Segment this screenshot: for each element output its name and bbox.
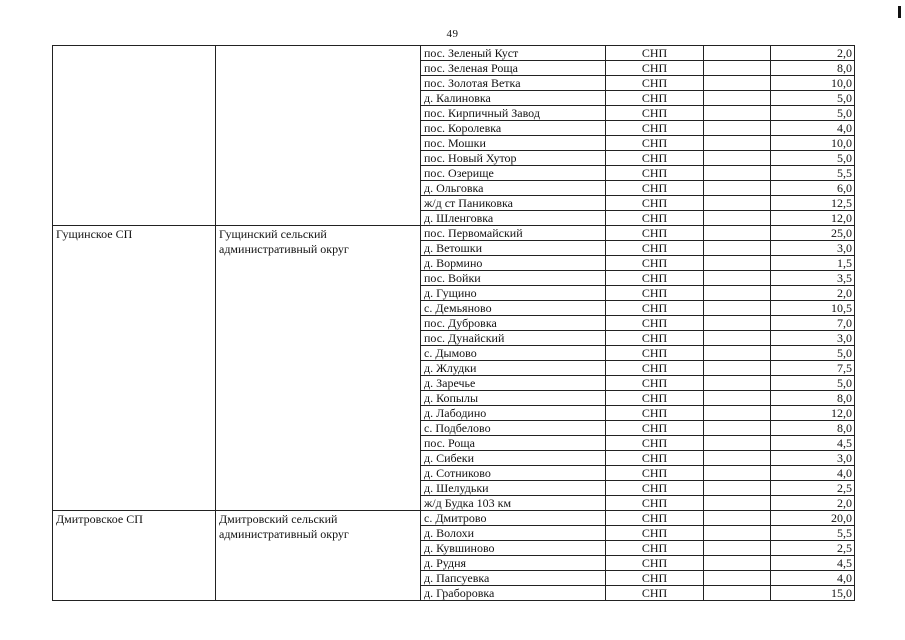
page-number: 49 xyxy=(446,28,459,40)
empty-cell xyxy=(704,361,771,376)
district-name-line: административный округ xyxy=(219,527,349,541)
place-type-cell: СНП xyxy=(606,286,704,301)
place-name-cell: д. Шелудьки xyxy=(421,481,606,496)
place-name-cell: ж/д ст Паниковка xyxy=(421,196,606,211)
empty-cell xyxy=(704,526,771,541)
settlement-name-cell: Дмитровское СП xyxy=(53,511,216,601)
place-type-cell: СНП xyxy=(606,106,704,121)
place-type-cell: СНП xyxy=(606,406,704,421)
place-type-cell: СНП xyxy=(606,451,704,466)
value-cell: 4,5 xyxy=(771,436,855,451)
place-type-cell: СНП xyxy=(606,481,704,496)
empty-cell xyxy=(704,541,771,556)
place-name-cell: д. Лабодино xyxy=(421,406,606,421)
empty-cell xyxy=(704,211,771,226)
place-name-cell: д. Шленговка xyxy=(421,211,606,226)
place-name-cell: пос. Мошки xyxy=(421,136,606,151)
place-name-cell: пос. Роща xyxy=(421,436,606,451)
value-cell: 2,0 xyxy=(771,496,855,511)
table-row xyxy=(53,46,855,61)
empty-cell xyxy=(704,286,771,301)
value-cell: 5,0 xyxy=(771,91,855,106)
value-cell: 12,5 xyxy=(771,196,855,211)
place-type-cell: СНП xyxy=(606,76,704,91)
place-type-cell: СНП xyxy=(606,121,704,136)
value-cell: 6,0 xyxy=(771,181,855,196)
empty-cell xyxy=(704,121,771,136)
empty-cell xyxy=(704,256,771,271)
empty-cell xyxy=(704,481,771,496)
empty-cell xyxy=(704,151,771,166)
place-type-cell: СНП xyxy=(606,496,704,511)
place-type-cell: СНП xyxy=(606,46,704,61)
district-name-cell xyxy=(216,46,421,226)
place-type-cell: СНП xyxy=(606,211,704,226)
empty-cell xyxy=(704,496,771,511)
place-name-cell: пос. Первомайский xyxy=(421,226,606,241)
place-type-cell: СНП xyxy=(606,226,704,241)
district-name-cell xyxy=(216,226,421,511)
place-type-cell: СНП xyxy=(606,511,704,526)
place-type-cell: СНП xyxy=(606,421,704,436)
place-name-cell: д. Калиновка xyxy=(421,91,606,106)
empty-cell xyxy=(704,166,771,181)
table-row xyxy=(53,511,855,526)
value-cell: 4,0 xyxy=(771,121,855,136)
place-name-cell: пос. Новый Хутор xyxy=(421,151,606,166)
place-type-cell: СНП xyxy=(606,271,704,286)
place-type-cell: СНП xyxy=(606,466,704,481)
place-type-cell: СНП xyxy=(606,331,704,346)
value-cell: 2,5 xyxy=(771,541,855,556)
place-name-cell: пос. Кирпичный Завод xyxy=(421,106,606,121)
value-cell: 8,0 xyxy=(771,421,855,436)
place-name-cell: с. Демьяново xyxy=(421,301,606,316)
district-name-line: Дмитровский сельский xyxy=(219,512,338,526)
place-type-cell: СНП xyxy=(606,361,704,376)
place-type-cell: СНП xyxy=(606,316,704,331)
value-cell: 2,5 xyxy=(771,481,855,496)
value-cell: 4,5 xyxy=(771,556,855,571)
empty-cell xyxy=(704,316,771,331)
place-type-cell: СНП xyxy=(606,91,704,106)
register-table-body xyxy=(53,46,855,601)
place-name-cell: с. Подбелово xyxy=(421,421,606,436)
empty-cell xyxy=(704,136,771,151)
empty-cell xyxy=(704,451,771,466)
value-cell: 10,5 xyxy=(771,301,855,316)
empty-cell xyxy=(704,301,771,316)
empty-cell xyxy=(704,376,771,391)
place-type-cell: СНП xyxy=(606,586,704,601)
place-name-cell: с. Дмитрово xyxy=(421,511,606,526)
place-type-cell: СНП xyxy=(606,196,704,211)
empty-cell xyxy=(704,511,771,526)
value-cell: 10,0 xyxy=(771,136,855,151)
place-name-cell: пос. Королевка xyxy=(421,121,606,136)
place-name-cell: д. Кувшиново xyxy=(421,541,606,556)
empty-cell xyxy=(704,61,771,76)
place-type-cell: СНП xyxy=(606,241,704,256)
empty-cell xyxy=(704,241,771,256)
place-type-cell: СНП xyxy=(606,166,704,181)
value-cell: 15,0 xyxy=(771,586,855,601)
empty-cell xyxy=(704,46,771,61)
place-name-cell: с. Дымово xyxy=(421,346,606,361)
value-cell: 5,5 xyxy=(771,166,855,181)
value-cell: 8,0 xyxy=(771,391,855,406)
value-cell: 3,0 xyxy=(771,331,855,346)
place-name-cell: д. Копылы xyxy=(421,391,606,406)
empty-cell xyxy=(704,421,771,436)
place-type-cell: СНП xyxy=(606,376,704,391)
empty-cell xyxy=(704,331,771,346)
empty-cell xyxy=(704,106,771,121)
empty-cell xyxy=(704,406,771,421)
place-name-cell: д. Жлудки xyxy=(421,361,606,376)
empty-cell xyxy=(704,346,771,361)
district-name-line: Гущинский сельский xyxy=(219,227,327,241)
value-cell: 5,0 xyxy=(771,346,855,361)
place-type-cell: СНП xyxy=(606,301,704,316)
settlement-register-table xyxy=(52,45,855,601)
place-name-cell: д. Папсуевка xyxy=(421,571,606,586)
empty-cell xyxy=(704,391,771,406)
scan-edge-mark xyxy=(898,6,901,18)
place-name-cell: д. Граборовка xyxy=(421,586,606,601)
value-cell: 4,0 xyxy=(771,571,855,586)
district-name-cell xyxy=(216,511,421,601)
value-cell: 5,0 xyxy=(771,151,855,166)
empty-cell xyxy=(704,556,771,571)
place-name-cell: пос. Дунайский xyxy=(421,331,606,346)
place-name-cell: д. Волохи xyxy=(421,526,606,541)
value-cell: 5,5 xyxy=(771,526,855,541)
empty-cell xyxy=(704,91,771,106)
value-cell: 8,0 xyxy=(771,61,855,76)
value-cell: 3,0 xyxy=(771,451,855,466)
value-cell: 7,0 xyxy=(771,316,855,331)
value-cell: 3,0 xyxy=(771,241,855,256)
place-name-cell: д. Сибеки xyxy=(421,451,606,466)
place-name-cell: пос. Войки xyxy=(421,271,606,286)
empty-cell xyxy=(704,436,771,451)
place-type-cell: СНП xyxy=(606,436,704,451)
place-name-cell: пос. Дубровка xyxy=(421,316,606,331)
settlement-name-cell xyxy=(53,46,216,226)
value-cell: 10,0 xyxy=(771,76,855,91)
place-name-cell: ж/д Будка 103 км xyxy=(421,496,606,511)
empty-cell xyxy=(704,586,771,601)
empty-cell xyxy=(704,271,771,286)
place-name-cell: д. Ветошки xyxy=(421,241,606,256)
place-type-cell: СНП xyxy=(606,571,704,586)
empty-cell xyxy=(704,466,771,481)
value-cell: 2,0 xyxy=(771,46,855,61)
place-type-cell: СНП xyxy=(606,556,704,571)
value-cell: 20,0 xyxy=(771,511,855,526)
empty-cell xyxy=(704,76,771,91)
place-type-cell: СНП xyxy=(606,136,704,151)
place-name-cell: д. Ольговка xyxy=(421,181,606,196)
place-name-cell: пос. Озерище xyxy=(421,166,606,181)
place-name-cell: пос. Зеленая Роща xyxy=(421,61,606,76)
place-type-cell: СНП xyxy=(606,526,704,541)
place-type-cell: СНП xyxy=(606,346,704,361)
place-type-cell: СНП xyxy=(606,391,704,406)
place-type-cell: СНП xyxy=(606,61,704,76)
value-cell: 2,0 xyxy=(771,286,855,301)
value-cell: 1,5 xyxy=(771,256,855,271)
value-cell: 5,0 xyxy=(771,376,855,391)
place-name-cell: д. Сотниково xyxy=(421,466,606,481)
place-type-cell: СНП xyxy=(606,181,704,196)
value-cell: 25,0 xyxy=(771,226,855,241)
table-row xyxy=(53,226,855,241)
place-name-cell: д. Рудня xyxy=(421,556,606,571)
value-cell: 5,0 xyxy=(771,106,855,121)
district-name-line: административный округ xyxy=(219,242,349,256)
place-type-cell: СНП xyxy=(606,151,704,166)
place-name-cell: д. Заречье xyxy=(421,376,606,391)
place-name-cell: пос. Зеленый Куст xyxy=(421,46,606,61)
place-name-cell: пос. Золотая Ветка xyxy=(421,76,606,91)
place-type-cell: СНП xyxy=(606,541,704,556)
empty-cell xyxy=(704,181,771,196)
place-name-cell: д. Гущино xyxy=(421,286,606,301)
value-cell: 4,0 xyxy=(771,466,855,481)
empty-cell xyxy=(704,226,771,241)
value-cell: 7,5 xyxy=(771,361,855,376)
empty-cell xyxy=(704,571,771,586)
place-type-cell: СНП xyxy=(606,256,704,271)
value-cell: 12,0 xyxy=(771,211,855,226)
value-cell: 12,0 xyxy=(771,406,855,421)
place-name-cell: д. Вормино xyxy=(421,256,606,271)
value-cell: 3,5 xyxy=(771,271,855,286)
empty-cell xyxy=(704,196,771,211)
settlement-name-cell: Гущинское СП xyxy=(53,226,216,511)
